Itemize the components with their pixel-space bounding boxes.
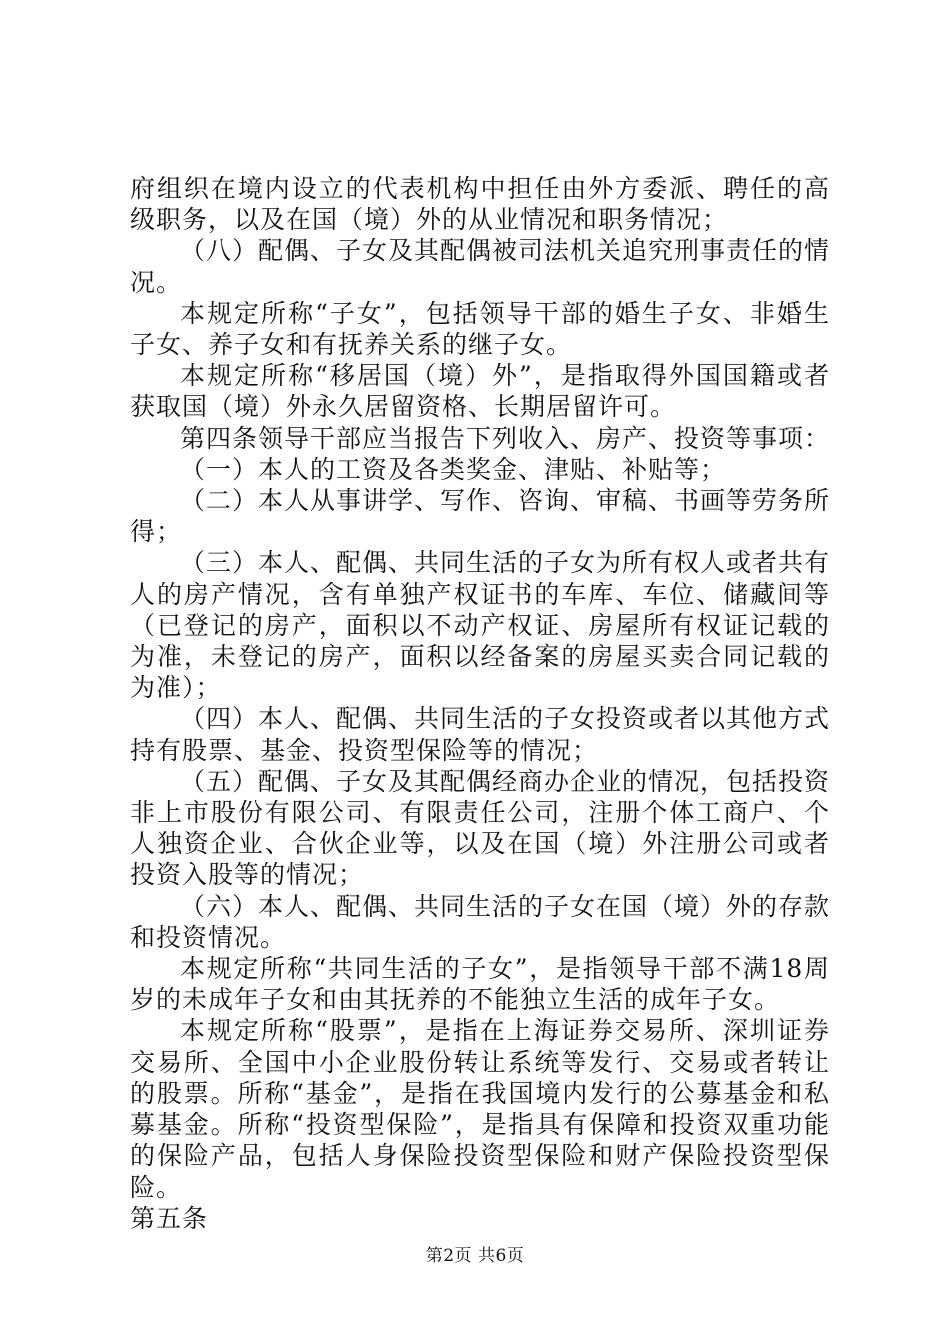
paragraph-item-5: （五）配偶、子女及其配偶经商办企业的情况，包括投资非上市股份有限公司、有限责任公司，注册个体工商户、个人独资企业、合伙企业等，以及在国（境）外注册公司或者投资入股等的情况；: [130, 766, 831, 890]
paragraph-continuation: 府组织在境内设立的代表机构中担任由外方委派、聘任的高级职务，以及在国（境）外的从业情况和职务情况；: [130, 174, 830, 235]
paragraph-item-1: （一）本人的工资及各类奖金、津贴、补贴等；: [180, 454, 727, 484]
paragraph-article-4: 第四条领导干部应当报告下列收入、房产、投资等事项：: [180, 423, 831, 453]
paragraph-definition-emigration: 本规定所称“移居国（境）外”，是指取得外国国籍或者获取国（境）外永久居留资格、长期居留许可。: [130, 361, 830, 422]
paragraph-definition-cohabiting-children: 本规定所称“共同生活的子女”，是指领导干部不满18周岁的未成年子女和由其抚养的不能独立生活的成年子女。: [130, 954, 830, 1015]
paragraph-item-4: （四）本人、配偶、共同生活的子女投资或者以其他方式持有股票、基金、投资型保险等的情况；: [130, 704, 831, 765]
document-body: [130, 173, 830, 1234]
paragraph-definition-stocks: 本规定所称“股票”，是指在上海证券交易所、深圳证券交易所、全国中小企业股份转让系统等发行、交易或者转让的股票。所称“基金”，是指在我国境内发行的公募基金和私募基金。所称“投资型保险”，是指具有保障和投资双重功能的保险产品，包括人身保险投资型保险和财产保险投资型保险。: [130, 1016, 830, 1202]
paragraph-item-3: （三）本人、配偶、共同生活的子女为所有权人或者共有人的房产情况，含有单独产权证书的车库、车位、储藏间等（已登记的房产，面积以不动产权证、房屋所有权证记载的为准，未登记的房产，面积以经备案的房屋买卖合同记载的为准）；: [130, 548, 831, 703]
paragraph-article-5: 第五条: [130, 1203, 209, 1233]
paragraph-item-8: （八）配偶、子女及其配偶被司法机关追究刑事责任的情况。: [130, 236, 831, 297]
page-number-label: 第2页 共6页: [425, 1246, 525, 1266]
page-footer: [0, 1246, 950, 1266]
paragraph-item-2: （二）本人从事讲学、写作、咨询、审稿、书画等劳务所得；: [130, 486, 831, 547]
paragraph-definition-children: 本规定所称“子女”，包括领导干部的婚生子女、非婚生子女、养子女和有抚养关系的继子女。: [130, 298, 830, 360]
paragraph-item-6: （六）本人、配偶、共同生活的子女在国（境）外的存款和投资情况。: [130, 891, 831, 952]
